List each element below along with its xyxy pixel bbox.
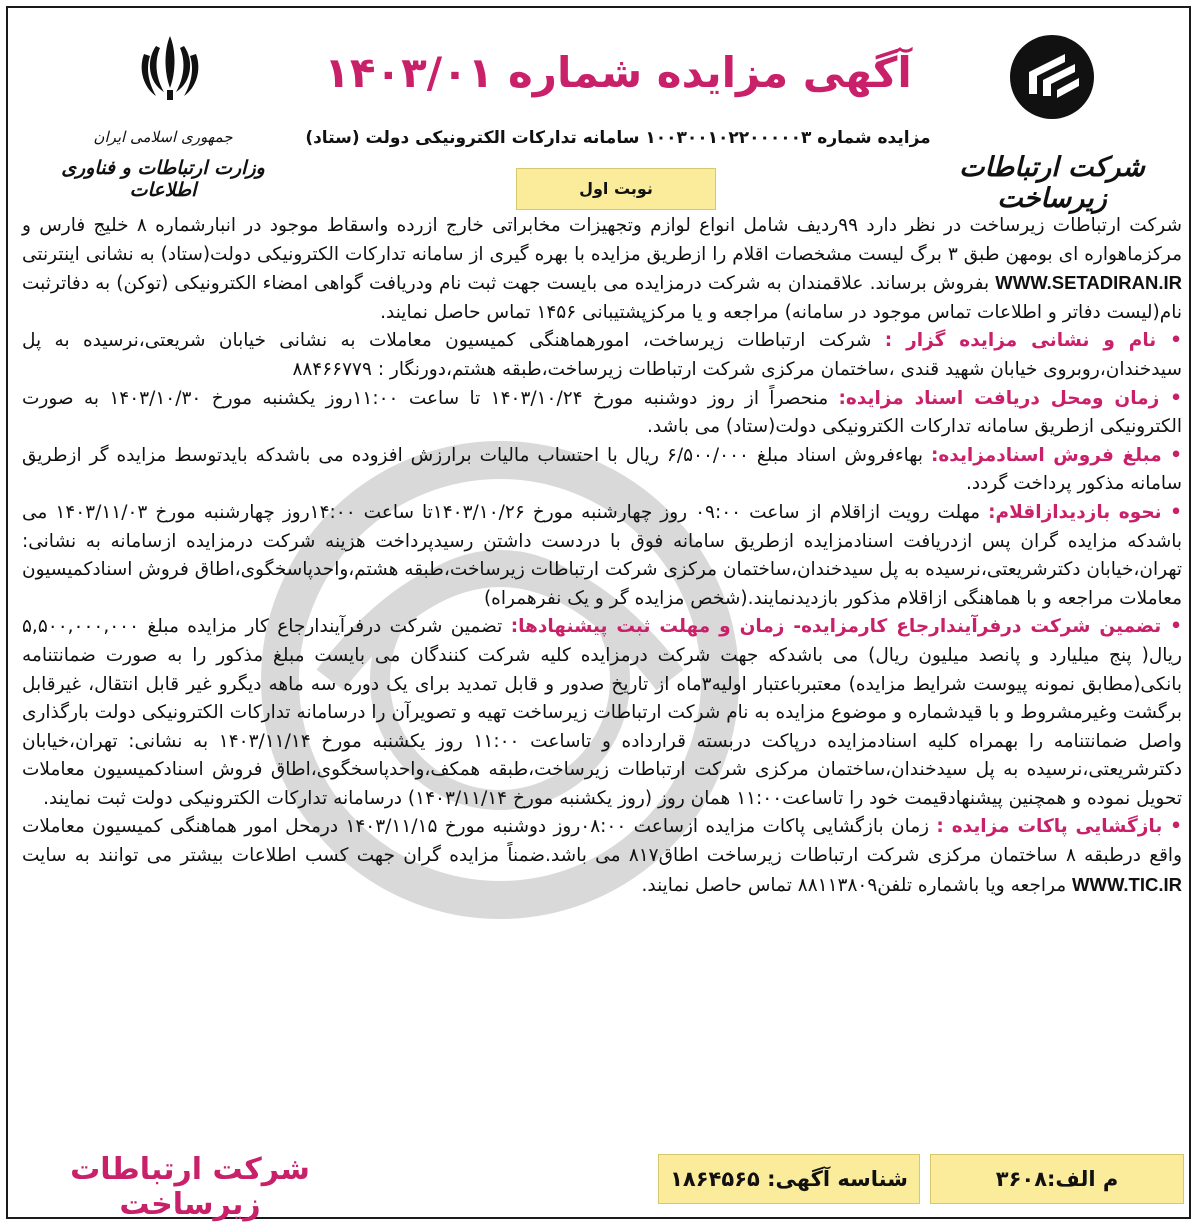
- section-label: • بازگشایی پاکات مزایده :: [936, 816, 1182, 838]
- section-guarantee: [22, 613, 1182, 813]
- ad-id-badge: شناسه آگهی: ۱۸۶۴۵۶۵: [658, 1154, 920, 1204]
- iran-emblem-icon: [138, 32, 202, 102]
- company-logo: [937, 32, 1167, 214]
- company-logo-icon: [1007, 32, 1097, 122]
- section-label: • تضمین شرکت درفرآیندارجاع کارمزایده- زمان و مهلت ثبت پیشنهادها:: [510, 616, 1182, 638]
- company-logo-text: شرکت ارتباطات زیرساخت: [959, 152, 1145, 214]
- intro-paragraph: [22, 212, 1182, 327]
- tic-link[interactable]: WWW.TIC.IR: [1072, 873, 1182, 895]
- section-auctioneer: [22, 327, 1182, 384]
- government-logo: [28, 32, 298, 201]
- intro-text-a: شرکت ارتباطات زیرساخت در نظر دارد ۹۹ردیف شامل انواع لوازم وتجهیزات مخابراتی خارج ازرده واسقاط موجود در انبارشماره ۸ خلیج فارس و مرکزماهواره ای بومهن طبق ۳ برگ لیست مشخصات اقلام را ازطریق مزایده با بهره گیری از سامانه تدارکات الکترونیکی دولت(ستاد) به نشانی اینترنتی: [22, 215, 1182, 265]
- footer: [8, 1140, 1189, 1222]
- setad-link[interactable]: WWW.SETADIRAN.IR: [995, 272, 1182, 294]
- section-text: منحصراً از روز دوشنبه مورخ ۱۴۰۳/۱۰/۲۴ تا ساعت ۱۱:۰۰روز یکشنبه مورخ ۱۴۰۳/۱۰/۳۰ به صورت الکترونیکی ازطریق سامانه تدارکات الکترونیکی دولت(ستاد) می باشد.: [22, 387, 1182, 438]
- section-text: مهلت رویت ازاقلام از ساعت ۰۹:۰۰ روز چهارشنبه مورخ ۱۴۰۳/۱۰/۲۶تا ساعت ۱۴:۰۰روز چهارشنبه مورخ ۱۴۰۳/۱۱/۰۳ می باشدکه مزایده گران پس ازدریافت اسنادمزایده ازطریق سامانه فوق با دردست داشتن رسیدپرداخت هزینه شرکت درمزایده ازسامانه به نشانی: تهران،خیابان دکترشریعتی،نرسیده به پل سیدخندان،ساختمان مرکزی شرکت ارتباطات زیرساخت،طبقه هشتم،واحدپاسخگوی،اطاق فروش اسنادکمیسیون معاملات مراجعه و با هماهنگی ازاقلام مذکور بازدیدنمایند.(شخص مزایده گر و یک نفرهمراه): [22, 501, 1182, 609]
- section-text-a: زمان بازگشایی پاکات مزایده ازساعت ۰۸:۰۰روز دوشنبه مورخ ۱۴۰۳/۱۱/۱۵ درمحل امور هماهنگی کمیسیون معاملات واقع درطبقه ۸ ساختمان مرکزی شرکت ارتباطات زیرساخت اطاق۸۱۷ می باشد.ضمناً مزایده گران جهت کسب اطلاعات بیشتر می توانند به سایت: [22, 816, 1183, 867]
- section-label: • مبلغ فروش اسنادمزایده:: [930, 444, 1182, 466]
- reference-badge: م الف:۳۶۰۸: [930, 1154, 1184, 1204]
- section-visit: [22, 499, 1182, 613]
- notice-body: [22, 212, 1182, 900]
- ministry-name: وزارت ارتباطات و فناوری اطلاعات: [61, 157, 265, 201]
- section-text-b: مراجعه ویا باشماره تلفن۸۸۱۱۳۸۰۹ تماس حاصل نمایند.: [641, 874, 1067, 896]
- footer-company-name: شرکت ارتباطات زیرساخت: [70, 1152, 310, 1222]
- page-title: آگهی مزایده شماره ۱۴۰۳/۰۱: [324, 48, 912, 97]
- header: [8, 10, 1189, 214]
- intro-text-b: بفروش برساند. علاقمندان به شرکت درمزایده می بایست جهت ثبت نام ودریافت گواهی امضاء الکترونیکی (توکن) به دفاترثبت نام(لیست دفاتر و اطلاعات تماس موجود در سامانه) مراجعه و یا مرکزپشتیبانی ۱۴۵۶ تماس حاصل نمایند.: [22, 273, 1182, 323]
- section-document-price: [22, 442, 1182, 499]
- section-label: • نام و نشانی مزایده گزار :: [884, 330, 1182, 352]
- round-badge: نوبت اول: [516, 168, 716, 210]
- section-text: تضمین شرکت درفرآیندارجاع کار مزایده مبلغ ۵,۵۰۰,۰۰۰,۰۰۰ ریال( پنج میلیارد و پانصد میلیون ریال) می باشدکه جهت شرکت درمزایده کلیه شرکت کنندگان می بایست مبلغ مذکور را به صورت ضمانتنامه بانکی(مطابق نمونه پیوست شرایط مزایده) معتبرباعتبار اولیه۳ماه از تاریخ صدور و قابل تمدید برای یک دوره سه ماهه دیگرو غیر قابل انتقال، غیرقابل برگشت وغیرمشروط و با قیدشماره و موضوع مزایده به نام شرکت ارتباطات زیرساخت تهیه و تصویرآن را درسامانه تدارکات الکترونیکی دولت بارگذاری واصل ضمانتنامه را بهمراه کلیه اسنادمزایده درپاکت دربسته قرارداده و تاساعت ۱۱:۰۰ روز یکشنبه مورخ ۱۴۰۳/۱۱/۱۴ به نشانی: تهران،خیابان دکترشریعتی،نرسیده به پل سیدخندان،ساختمان مرکزی شرکت ارتباطات زیرساخت،طبقه همکف،واحدپاسخگوی،اطاق فروش اسنادکمیسیون معاملات تحویل نموده و همچنین پیشنهادقیمت خود را تاساعت۱۱:۰۰ همان روز (روز یکشنبه مورخ ۱۴۰۳/۱۱/۱۴) درسامانه تدارکات الکترونیکی دولت ثبت نمایند.: [22, 616, 1183, 809]
- section-label: • نحوه بازدیدازاقلام:: [988, 501, 1183, 523]
- section-text: بهاءفروش اسناد مبلغ ۶/۵۰۰/۰۰۰ ریال با احتساب مالیات برارزش افزوده می باشدکه بایدتوسط مزایده گر ازطریق سامانه مذکور پرداخت گردد.: [22, 444, 1182, 495]
- section-document-time: [22, 385, 1182, 442]
- section-label: • زمان ومحل دریافت اسناد مزایده:: [838, 387, 1183, 409]
- page-subtitle: مزایده شماره ۱۰۰۳۰۰۱۰۲۲۰۰۰۰۰۳ سامانه تدارکات الکترونیکی دولت (ستاد): [305, 128, 931, 148]
- gov-name: جمهوری اسلامی ایران: [93, 128, 233, 146]
- section-text: شرکت ارتباطات زیرساخت، امورهماهنگی کمیسیون معاملات به نشانی خیابان شریعتی،نرسیده به پل سیدخندان،روبروی خیابان شهید قندی ،ساختمان مرکزی شرکت ارتباطات زیرساخت،طبقه هشتم،دورنگار : ۸۸۴۶۶۷۷۹: [22, 330, 1182, 380]
- section-opening: [22, 813, 1182, 900]
